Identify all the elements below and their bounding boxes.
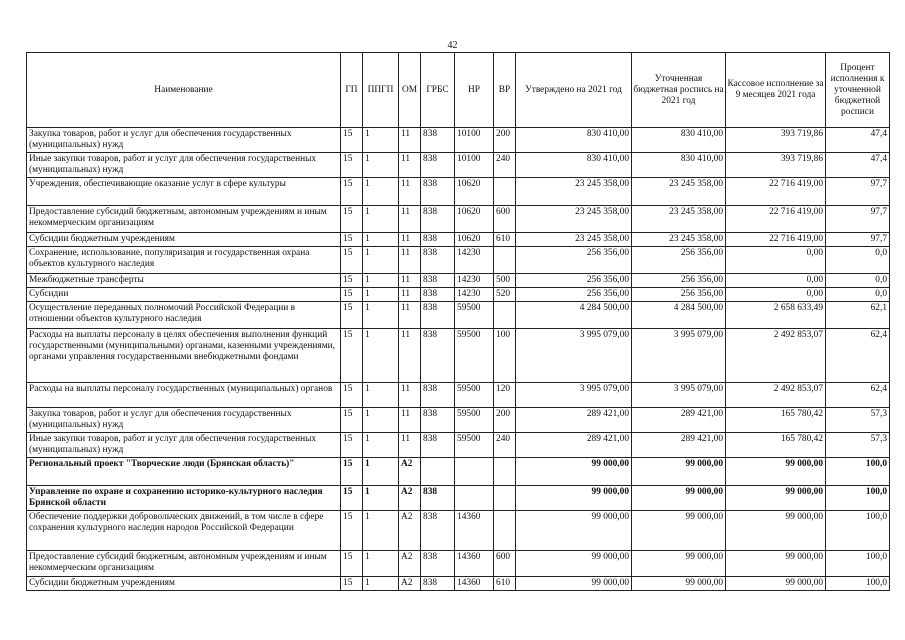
- cell-approved: 99 000,00: [516, 551, 632, 577]
- cell-vr: 610: [494, 577, 516, 591]
- cell-om: 11: [399, 206, 421, 233]
- cell-om: 11: [399, 128, 421, 153]
- cell-percent: 100,0: [826, 458, 890, 486]
- table-body: [27, 128, 890, 591]
- cell-name: Закупка товаров, работ и услуг для обеспечения государственных (муниципальных) нужд: [27, 128, 341, 153]
- cell-name: Предоставление субсидий бюджетным, автономным учреждениям и иным некоммерческим организациям: [27, 551, 341, 577]
- cell-refined: 289 421,00: [632, 408, 726, 433]
- cell-np: 10620: [455, 233, 494, 247]
- cell-gp: 15: [341, 577, 363, 591]
- cell-grbs: 838: [421, 577, 455, 591]
- cell-percent: 100,0: [826, 577, 890, 591]
- table-row: [27, 458, 890, 486]
- cell-om: 11: [399, 302, 421, 329]
- cell-percent: 47,4: [826, 128, 890, 153]
- cell-vr: [494, 178, 516, 206]
- cell-refined: 3 995 079,00: [632, 329, 726, 383]
- cell-name: Иные закупки товаров, работ и услуг для обеспечения государственных (муниципальных) нужд: [27, 153, 341, 178]
- cell-om: 11: [399, 408, 421, 433]
- table-row: [27, 178, 890, 206]
- cell-ppgp: 1: [363, 274, 399, 288]
- cell-grbs: 838: [421, 511, 455, 551]
- table-row: [27, 383, 890, 408]
- cell-approved: 4 284 500,00: [516, 302, 632, 329]
- cell-approved: 99 000,00: [516, 486, 632, 511]
- cell-np: 14230: [455, 247, 494, 274]
- cell-om: A2: [399, 458, 421, 486]
- cell-gp: 15: [341, 433, 363, 458]
- cell-gp: 15: [341, 206, 363, 233]
- cell-vr: 600: [494, 206, 516, 233]
- cell-vr: 200: [494, 408, 516, 433]
- cell-approved: 830 410,00: [516, 128, 632, 153]
- cell-cash: 99 000,00: [726, 511, 826, 551]
- cell-np: 14360: [455, 551, 494, 577]
- cell-cash: 0,00: [726, 288, 826, 302]
- cell-name: Субсидии: [27, 288, 341, 302]
- cell-om: 11: [399, 178, 421, 206]
- cell-vr: 520: [494, 288, 516, 302]
- cell-name: Учреждения, обеспечивающие оказание услуг в сфере культуры: [27, 178, 341, 206]
- cell-gp: 15: [341, 178, 363, 206]
- cell-vr: 120: [494, 383, 516, 408]
- cell-gp: 15: [341, 383, 363, 408]
- cell-name: Субсидии бюджетным учреждениям: [27, 577, 341, 591]
- cell-name: Обеспечение поддержки добровольческих движений, в том числе в сфере сохранения культурного наследия народов Российской Федерации: [27, 511, 341, 551]
- cell-percent: 100,0: [826, 511, 890, 551]
- cell-ppgp: 1: [363, 511, 399, 551]
- cell-cash: 393 719,86: [726, 153, 826, 178]
- cell-cash: 99 000,00: [726, 486, 826, 511]
- table-row: [27, 511, 890, 551]
- cell-gp: 15: [341, 551, 363, 577]
- cell-approved: 23 245 358,00: [516, 233, 632, 247]
- cell-grbs: 838: [421, 551, 455, 577]
- table-row: [27, 247, 890, 274]
- table-row: [27, 486, 890, 511]
- cell-ppgp: 1: [363, 577, 399, 591]
- cell-om: 11: [399, 329, 421, 383]
- header-grbs: ГРБС: [421, 53, 455, 128]
- cell-np: 10620: [455, 178, 494, 206]
- cell-cash: 22 716 419,00: [726, 178, 826, 206]
- cell-gp: 15: [341, 302, 363, 329]
- cell-refined: 256 356,00: [632, 288, 726, 302]
- cell-percent: 97,7: [826, 178, 890, 206]
- cell-np: 10100: [455, 128, 494, 153]
- cell-grbs: 838: [421, 247, 455, 274]
- cell-gp: 15: [341, 408, 363, 433]
- cell-np: 10100: [455, 153, 494, 178]
- header-gp: ГП: [341, 53, 363, 128]
- cell-approved: 256 356,00: [516, 247, 632, 274]
- cell-approved: 289 421,00: [516, 408, 632, 433]
- cell-name: Расходы на выплаты персоналу в целях обеспечения выполнения функций государственными (муниципальными) органами, казенными учреждениями, органами управления государственными внебюджетными фондами: [27, 329, 341, 383]
- cell-percent: 47,4: [826, 153, 890, 178]
- cell-refined: 99 000,00: [632, 551, 726, 577]
- cell-name: Предоставление субсидий бюджетным, автономным учреждениям и иным некоммерческим организациям: [27, 206, 341, 233]
- cell-percent: 100,0: [826, 486, 890, 511]
- header-np: НР: [455, 53, 494, 128]
- cell-ppgp: 1: [363, 383, 399, 408]
- cell-approved: 289 421,00: [516, 433, 632, 458]
- table-row: [27, 206, 890, 233]
- cell-cash: 165 780,42: [726, 433, 826, 458]
- cell-vr: [494, 458, 516, 486]
- cell-vr: 500: [494, 274, 516, 288]
- table-row: [27, 433, 890, 458]
- cell-name: Региональный проект "Творческие люди (Брянская область)": [27, 458, 341, 486]
- table-row: [27, 128, 890, 153]
- cell-refined: 256 356,00: [632, 274, 726, 288]
- cell-approved: 256 356,00: [516, 288, 632, 302]
- cell-np: [455, 458, 494, 486]
- cell-np: 59500: [455, 408, 494, 433]
- cell-percent: 97,7: [826, 233, 890, 247]
- cell-name: Расходы на выплаты персоналу государственных (муниципальных) органов: [27, 383, 341, 408]
- cell-ppgp: 1: [363, 247, 399, 274]
- cell-om: 11: [399, 274, 421, 288]
- cell-gp: 15: [341, 511, 363, 551]
- cell-refined: 99 000,00: [632, 486, 726, 511]
- cell-vr: 100: [494, 329, 516, 383]
- cell-approved: 3 995 079,00: [516, 329, 632, 383]
- cell-gp: 15: [341, 247, 363, 274]
- cell-percent: 100,0: [826, 551, 890, 577]
- cell-np: 59500: [455, 383, 494, 408]
- cell-approved: 23 245 358,00: [516, 178, 632, 206]
- cell-refined: 99 000,00: [632, 577, 726, 591]
- cell-percent: 57,3: [826, 408, 890, 433]
- cell-approved: 23 245 358,00: [516, 206, 632, 233]
- cell-grbs: 838: [421, 486, 455, 511]
- cell-om: 11: [399, 247, 421, 274]
- cell-ppgp: 1: [363, 178, 399, 206]
- cell-gp: 15: [341, 486, 363, 511]
- cell-cash: 393 719,86: [726, 128, 826, 153]
- cell-grbs: 838: [421, 433, 455, 458]
- cell-ppgp: 1: [363, 302, 399, 329]
- cell-gp: 15: [341, 458, 363, 486]
- cell-name: Иные закупки товаров, работ и услуг для обеспечения государственных (муниципальных) нужд: [27, 433, 341, 458]
- cell-ppgp: 1: [363, 458, 399, 486]
- cell-ppgp: 1: [363, 288, 399, 302]
- cell-np: 14230: [455, 274, 494, 288]
- header-name: Наименование: [27, 53, 341, 128]
- cell-om: A2: [399, 511, 421, 551]
- cell-percent: 0,0: [826, 288, 890, 302]
- cell-grbs: 838: [421, 206, 455, 233]
- cell-gp: 15: [341, 233, 363, 247]
- cell-om: 11: [399, 153, 421, 178]
- cell-cash: 2 492 853,07: [726, 329, 826, 383]
- cell-refined: 99 000,00: [632, 511, 726, 551]
- cell-cash: 0,00: [726, 274, 826, 288]
- cell-om: A2: [399, 486, 421, 511]
- cell-grbs: 838: [421, 408, 455, 433]
- cell-grbs: 838: [421, 153, 455, 178]
- cell-np: [455, 486, 494, 511]
- cell-approved: 99 000,00: [516, 458, 632, 486]
- cell-ppgp: 1: [363, 551, 399, 577]
- header-refined: Уточненная бюджетная роспись на 2021 год: [632, 53, 726, 128]
- cell-vr: [494, 247, 516, 274]
- cell-np: 14230: [455, 288, 494, 302]
- cell-approved: 99 000,00: [516, 511, 632, 551]
- cell-cash: 99 000,00: [726, 458, 826, 486]
- cell-np: 59500: [455, 433, 494, 458]
- header-percent: Процент исполнения к уточненной бюджетной росписи: [826, 53, 890, 128]
- cell-vr: 240: [494, 433, 516, 458]
- cell-name: Сохранение, использование, популяризация и государственная охрана объектов культурного наследия: [27, 247, 341, 274]
- table-header-row: [27, 53, 890, 128]
- cell-cash: 0,00: [726, 247, 826, 274]
- cell-grbs: 838: [421, 178, 455, 206]
- cell-vr: 610: [494, 233, 516, 247]
- header-approved: Утверждено на 2021 год: [516, 53, 632, 128]
- cell-vr: [494, 302, 516, 329]
- table-row: [27, 274, 890, 288]
- header-om: ОМ: [399, 53, 421, 128]
- cell-grbs: 838: [421, 302, 455, 329]
- cell-refined: 23 245 358,00: [632, 233, 726, 247]
- cell-om: A2: [399, 551, 421, 577]
- cell-cash: 22 716 419,00: [726, 233, 826, 247]
- cell-percent: 62,4: [826, 329, 890, 383]
- cell-percent: 62,1: [826, 302, 890, 329]
- cell-refined: 3 995 079,00: [632, 383, 726, 408]
- cell-vr: 600: [494, 551, 516, 577]
- cell-percent: 0,0: [826, 274, 890, 288]
- cell-vr: 240: [494, 153, 516, 178]
- table-row: [27, 288, 890, 302]
- cell-cash: 22 716 419,00: [726, 206, 826, 233]
- cell-name: Межбюджетные трансферты: [27, 274, 341, 288]
- table-row: [27, 153, 890, 178]
- cell-refined: 830 410,00: [632, 128, 726, 153]
- header-vr: ВР: [494, 53, 516, 128]
- cell-ppgp: 1: [363, 329, 399, 383]
- cell-grbs: 838: [421, 288, 455, 302]
- cell-vr: [494, 511, 516, 551]
- budget-execution-table: [26, 52, 890, 591]
- cell-ppgp: 1: [363, 408, 399, 433]
- cell-grbs: [421, 458, 455, 486]
- cell-name: Осуществление переданных полномочий Российской Федерации в отношении объектов культурного наследия: [27, 302, 341, 329]
- header-cash: Кассовое исполнение за 9 месяцев 2021 года: [726, 53, 826, 128]
- cell-cash: 99 000,00: [726, 551, 826, 577]
- cell-refined: 99 000,00: [632, 458, 726, 486]
- cell-percent: 97,7: [826, 206, 890, 233]
- cell-vr: [494, 486, 516, 511]
- table-row: [27, 551, 890, 577]
- cell-np: 10620: [455, 206, 494, 233]
- cell-grbs: 838: [421, 274, 455, 288]
- cell-approved: 830 410,00: [516, 153, 632, 178]
- cell-refined: 830 410,00: [632, 153, 726, 178]
- cell-om: 11: [399, 288, 421, 302]
- cell-om: 11: [399, 233, 421, 247]
- page-number: 42: [447, 40, 458, 51]
- cell-name: Закупка товаров, работ и услуг для обеспечения государственных (муниципальных) нужд: [27, 408, 341, 433]
- cell-gp: 15: [341, 153, 363, 178]
- table-row: [27, 302, 890, 329]
- cell-np: 59500: [455, 302, 494, 329]
- cell-grbs: 838: [421, 128, 455, 153]
- cell-np: 14360: [455, 577, 494, 591]
- cell-np: 59500: [455, 329, 494, 383]
- cell-refined: 289 421,00: [632, 433, 726, 458]
- table-row: [27, 233, 890, 247]
- cell-percent: 0,0: [826, 247, 890, 274]
- header-ppgp: ППГП: [363, 53, 399, 128]
- cell-refined: 256 356,00: [632, 247, 726, 274]
- table-row: [27, 329, 890, 383]
- cell-percent: 57,3: [826, 433, 890, 458]
- cell-approved: 256 356,00: [516, 274, 632, 288]
- cell-ppgp: 1: [363, 128, 399, 153]
- cell-cash: 2 492 853,07: [726, 383, 826, 408]
- cell-ppgp: 1: [363, 153, 399, 178]
- table-row: [27, 408, 890, 433]
- cell-grbs: 838: [421, 383, 455, 408]
- cell-ppgp: 1: [363, 433, 399, 458]
- cell-ppgp: 1: [363, 486, 399, 511]
- cell-refined: 23 245 358,00: [632, 178, 726, 206]
- cell-grbs: 838: [421, 233, 455, 247]
- cell-om: A2: [399, 577, 421, 591]
- cell-gp: 15: [341, 128, 363, 153]
- cell-name: Управление по охране и сохранению историко-культурного наследия Брянской области: [27, 486, 341, 511]
- cell-gp: 15: [341, 329, 363, 383]
- cell-om: 11: [399, 383, 421, 408]
- cell-ppgp: 1: [363, 233, 399, 247]
- cell-gp: 15: [341, 288, 363, 302]
- cell-approved: 99 000,00: [516, 577, 632, 591]
- cell-gp: 15: [341, 274, 363, 288]
- cell-grbs: 838: [421, 329, 455, 383]
- cell-percent: 62,4: [826, 383, 890, 408]
- cell-approved: 3 995 079,00: [516, 383, 632, 408]
- cell-cash: 165 780,42: [726, 408, 826, 433]
- cell-cash: 2 658 633,49: [726, 302, 826, 329]
- cell-name: Субсидии бюджетным учреждениям: [27, 233, 341, 247]
- cell-refined: 23 245 358,00: [632, 206, 726, 233]
- cell-refined: 4 284 500,00: [632, 302, 726, 329]
- cell-cash: 99 000,00: [726, 577, 826, 591]
- cell-om: 11: [399, 433, 421, 458]
- cell-vr: 200: [494, 128, 516, 153]
- table-row: [27, 577, 890, 591]
- cell-np: 14360: [455, 511, 494, 551]
- cell-ppgp: 1: [363, 206, 399, 233]
